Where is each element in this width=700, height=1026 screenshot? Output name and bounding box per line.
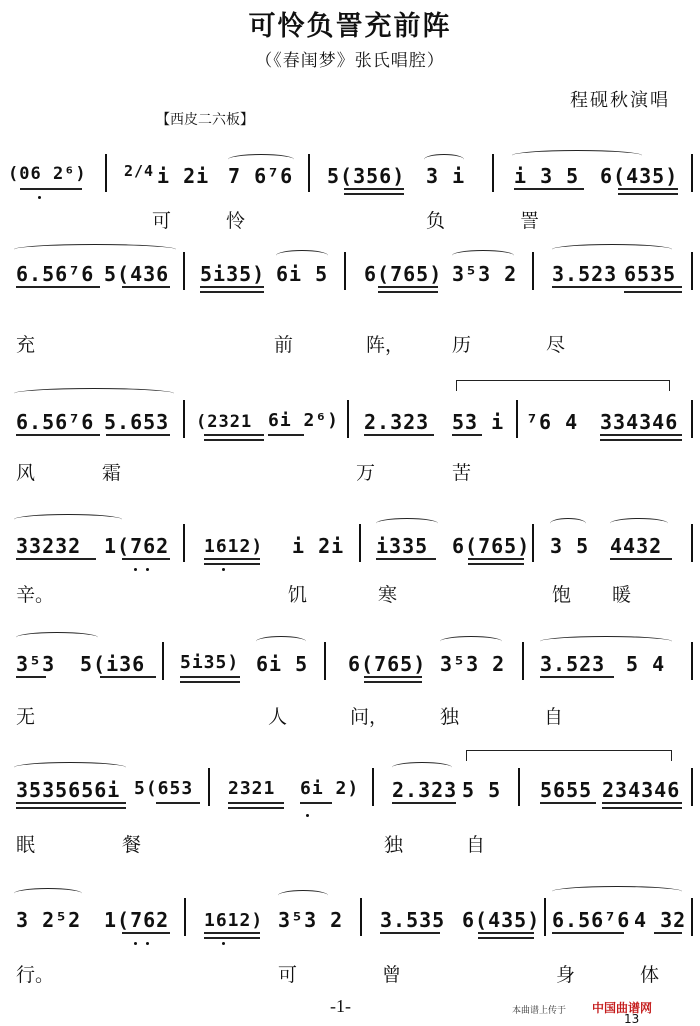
lyric: 问， xyxy=(350,706,389,728)
barline xyxy=(691,252,693,290)
barline xyxy=(691,154,693,192)
note-group: i 3 5 xyxy=(514,164,580,188)
note-group: 6i 2) xyxy=(300,778,360,799)
note-group: 4432 xyxy=(610,534,663,558)
barline xyxy=(522,642,524,680)
note-group: 3.535 xyxy=(380,908,446,932)
note-group: 3.523 xyxy=(552,262,618,286)
note-group: 3⁵3 xyxy=(16,652,56,676)
underline xyxy=(204,937,260,939)
underline xyxy=(364,681,422,683)
note-group: 5(356) xyxy=(327,164,406,188)
lyric: 寒 xyxy=(378,584,398,606)
underline xyxy=(364,434,434,436)
lyric: 詈 xyxy=(520,210,540,232)
note-group: 5(653 xyxy=(134,778,194,799)
lyric: 负 xyxy=(426,210,446,232)
barline xyxy=(544,898,546,936)
underline xyxy=(654,932,682,934)
barline xyxy=(691,400,693,438)
underline xyxy=(344,188,404,190)
slur-mark xyxy=(14,388,174,399)
barline xyxy=(532,252,534,290)
note-group: 5i35) xyxy=(180,652,240,673)
octave-dot xyxy=(146,942,149,945)
underline xyxy=(602,802,682,804)
slur-mark xyxy=(276,250,328,261)
note-group: 2321 xyxy=(228,778,276,799)
underline xyxy=(122,932,170,934)
page-footer: -1- xyxy=(330,996,351,1016)
lyric: 怜 xyxy=(226,210,246,232)
note-group: 3⁵3 2 xyxy=(452,262,518,286)
barline xyxy=(516,400,518,438)
underline xyxy=(468,558,524,560)
slur-mark xyxy=(14,888,82,899)
barline xyxy=(532,524,534,562)
lyric: 阵， xyxy=(366,334,405,356)
note-group: (06 2⁶) xyxy=(8,164,87,184)
barline xyxy=(492,154,494,192)
lyric: 可 xyxy=(278,964,298,986)
underline xyxy=(180,676,240,678)
note-group: 5655 xyxy=(540,778,593,802)
underline xyxy=(228,802,284,804)
underline xyxy=(610,558,672,560)
note-group: 5 4 xyxy=(626,652,666,676)
underline xyxy=(204,932,260,934)
note-group: 7 6⁷6 xyxy=(228,164,294,188)
lyric: 身 xyxy=(556,964,576,986)
note-group: 1612) xyxy=(204,910,264,931)
barline xyxy=(308,154,310,192)
note-group: 1612) xyxy=(204,536,264,557)
lyric: 体 xyxy=(640,964,660,986)
slur-mark xyxy=(16,632,98,643)
score-line-7 xyxy=(0,868,700,998)
barline xyxy=(691,768,693,806)
lyric: 暖 xyxy=(612,584,632,606)
lyric: 独 xyxy=(384,834,404,856)
octave-dot xyxy=(222,568,225,571)
note-group: 3 i xyxy=(426,164,466,188)
slur-mark xyxy=(424,154,464,165)
barline xyxy=(360,898,362,936)
note-group: 2.323 xyxy=(364,410,430,434)
lyric: 曾 xyxy=(382,964,402,986)
octave-dot xyxy=(306,814,309,817)
underline xyxy=(204,563,260,565)
barline xyxy=(347,400,349,438)
note-group: 5(436 xyxy=(104,262,170,286)
lyric: 可 xyxy=(152,210,172,232)
score-line-3 xyxy=(0,378,700,508)
underline xyxy=(624,291,682,293)
underline xyxy=(618,193,678,195)
slur-mark xyxy=(14,762,126,773)
lyric: 无 xyxy=(16,706,36,728)
performer: 程砚秋演唱 xyxy=(570,90,670,111)
note-group: 6.56⁷6 xyxy=(16,410,95,434)
barline xyxy=(691,524,693,562)
banban-label: 【西皮二六板】 xyxy=(156,112,254,128)
slur-mark xyxy=(376,518,438,529)
phrase-bracket xyxy=(466,750,672,761)
note-group: i 2i xyxy=(292,534,345,558)
slur-mark xyxy=(256,636,306,647)
slur-mark xyxy=(14,514,122,525)
barline xyxy=(372,768,374,806)
note-group: 4 32 xyxy=(634,908,687,932)
underline xyxy=(552,932,624,934)
lyric: 充 xyxy=(16,334,36,356)
barline xyxy=(324,642,326,680)
octave-dot xyxy=(134,942,137,945)
source-note: 本曲谱上传于 xyxy=(512,1006,567,1016)
note-group: 53 i xyxy=(452,410,505,434)
note-group: 3 5 xyxy=(550,534,590,558)
barline xyxy=(359,524,361,562)
note-group: i335 xyxy=(376,534,429,558)
lyric: 风 xyxy=(16,462,36,484)
note-group: 5(i36 xyxy=(80,652,146,676)
note-group: 6(435) xyxy=(600,164,679,188)
slur-mark xyxy=(540,636,672,647)
underline xyxy=(300,802,332,804)
note-group: 2.323 xyxy=(392,778,458,802)
barline xyxy=(184,898,186,936)
note-group: 1(762 xyxy=(104,908,170,932)
underline xyxy=(100,676,156,678)
page-title: 可怜负詈充前阵 xyxy=(248,11,452,42)
score-line-5 xyxy=(0,622,700,752)
barline xyxy=(691,898,693,936)
note-group: 5i35) xyxy=(200,262,266,286)
underline xyxy=(228,807,284,809)
lyric: 人 xyxy=(268,706,288,728)
slur-mark xyxy=(610,518,668,529)
underline xyxy=(200,291,264,293)
underline xyxy=(540,802,596,804)
underline xyxy=(364,676,422,678)
score-line-4 xyxy=(0,506,700,636)
note-group: 6(765) xyxy=(452,534,531,558)
lyric: 独 xyxy=(440,706,460,728)
underline xyxy=(602,807,682,809)
underline xyxy=(16,802,126,804)
slur-mark xyxy=(552,244,672,255)
note-group: 6(765) xyxy=(364,262,443,286)
underline xyxy=(514,188,584,190)
note-group: 6i 5 xyxy=(276,262,329,286)
underline xyxy=(478,937,534,939)
underline xyxy=(204,434,264,436)
lyric: 万 xyxy=(356,462,376,484)
slur-mark xyxy=(14,244,176,255)
barline xyxy=(518,768,520,806)
barline xyxy=(691,642,693,680)
barline xyxy=(105,154,107,192)
time-signature: 2/4 xyxy=(124,162,155,180)
note-group: 6i 5 xyxy=(256,652,309,676)
underline xyxy=(16,286,100,288)
underline xyxy=(600,439,682,441)
note-group: 3 2⁵2 xyxy=(16,908,82,932)
lyric: 前 xyxy=(274,334,294,356)
underline xyxy=(180,681,240,683)
underline xyxy=(392,802,456,804)
lyric: 餐 xyxy=(122,834,142,856)
note-group: 5.653 xyxy=(104,410,170,434)
underline xyxy=(378,286,438,288)
slur-mark xyxy=(512,150,642,161)
underline xyxy=(16,807,126,809)
underline xyxy=(204,439,264,441)
score-line-6 xyxy=(0,744,700,874)
underline xyxy=(16,558,96,560)
barline xyxy=(183,400,185,438)
note-group: 234346 xyxy=(602,778,681,802)
lyric: 霜 xyxy=(102,462,122,484)
note-group: 6i 2⁶) xyxy=(268,410,340,431)
slur-mark xyxy=(452,250,514,261)
underline xyxy=(204,558,260,560)
note-group: 6.56⁷6 xyxy=(552,908,631,932)
note-group: (2321 xyxy=(196,412,253,432)
note-group: 3⁵3 2 xyxy=(278,908,344,932)
lyric: 饱 xyxy=(552,584,572,606)
underline xyxy=(380,932,440,934)
phrase-bracket xyxy=(456,380,670,391)
octave-dot xyxy=(38,196,41,199)
lyric: 饥 xyxy=(288,584,308,606)
lyric: 行。 xyxy=(16,964,55,986)
note-group: ⁷6 4 xyxy=(526,410,579,434)
note-group: 6(765) xyxy=(348,652,427,676)
lyric: 眠 xyxy=(16,834,36,856)
underline xyxy=(468,563,524,565)
underline xyxy=(344,193,404,195)
barline xyxy=(344,252,346,290)
note-group: 3.523 xyxy=(540,652,606,676)
lyric: 自 xyxy=(544,706,564,728)
underline xyxy=(540,676,614,678)
lyric: 自 xyxy=(466,834,486,856)
underline xyxy=(122,558,170,560)
underline xyxy=(478,932,534,934)
underline xyxy=(452,434,482,436)
note-group: 1(762 xyxy=(104,534,170,558)
note-group: 3535656i xyxy=(16,778,121,802)
barline xyxy=(162,642,164,680)
underline xyxy=(618,188,678,190)
lyric: 苦 xyxy=(452,462,472,484)
underline xyxy=(20,188,82,190)
score-line-2 xyxy=(0,240,700,370)
slur-mark xyxy=(440,636,502,647)
underline xyxy=(106,434,170,436)
lyric: 辛。 xyxy=(16,584,55,606)
octave-dot xyxy=(134,568,137,571)
underline xyxy=(16,676,46,678)
note-group: 5 5 xyxy=(462,778,502,802)
octave-dot xyxy=(222,942,225,945)
note-group: 334346 xyxy=(600,410,679,434)
underline xyxy=(600,434,682,436)
underline xyxy=(552,286,682,288)
note-group: 6.56⁷6 xyxy=(16,262,95,286)
note-group: i 2i xyxy=(157,164,210,188)
slur-mark xyxy=(392,762,452,773)
underline xyxy=(378,291,438,293)
octave-dot xyxy=(146,568,149,571)
slur-mark xyxy=(552,886,682,897)
note-group: 3⁵3 2 xyxy=(440,652,506,676)
underline xyxy=(200,286,264,288)
barline xyxy=(183,252,185,290)
underline xyxy=(122,286,170,288)
lyric: 尽 xyxy=(546,334,566,356)
lyric: 历 xyxy=(452,334,472,356)
slur-mark xyxy=(228,154,294,165)
site-logo: 中国曲谱网 xyxy=(592,1001,653,1015)
slur-mark xyxy=(278,890,328,901)
page-number: 13 xyxy=(624,1012,640,1026)
underline xyxy=(16,434,100,436)
slur-mark xyxy=(550,518,586,529)
note-group: 6535 xyxy=(624,262,677,286)
underline xyxy=(268,434,304,436)
barline xyxy=(183,524,185,562)
note-group: 6(435) xyxy=(462,908,541,932)
note-group: 33232 xyxy=(16,534,82,558)
underline xyxy=(376,558,436,560)
barline xyxy=(208,768,210,806)
subtitle: （《春闺梦》张氏唱腔） xyxy=(255,51,445,71)
underline xyxy=(156,802,200,804)
